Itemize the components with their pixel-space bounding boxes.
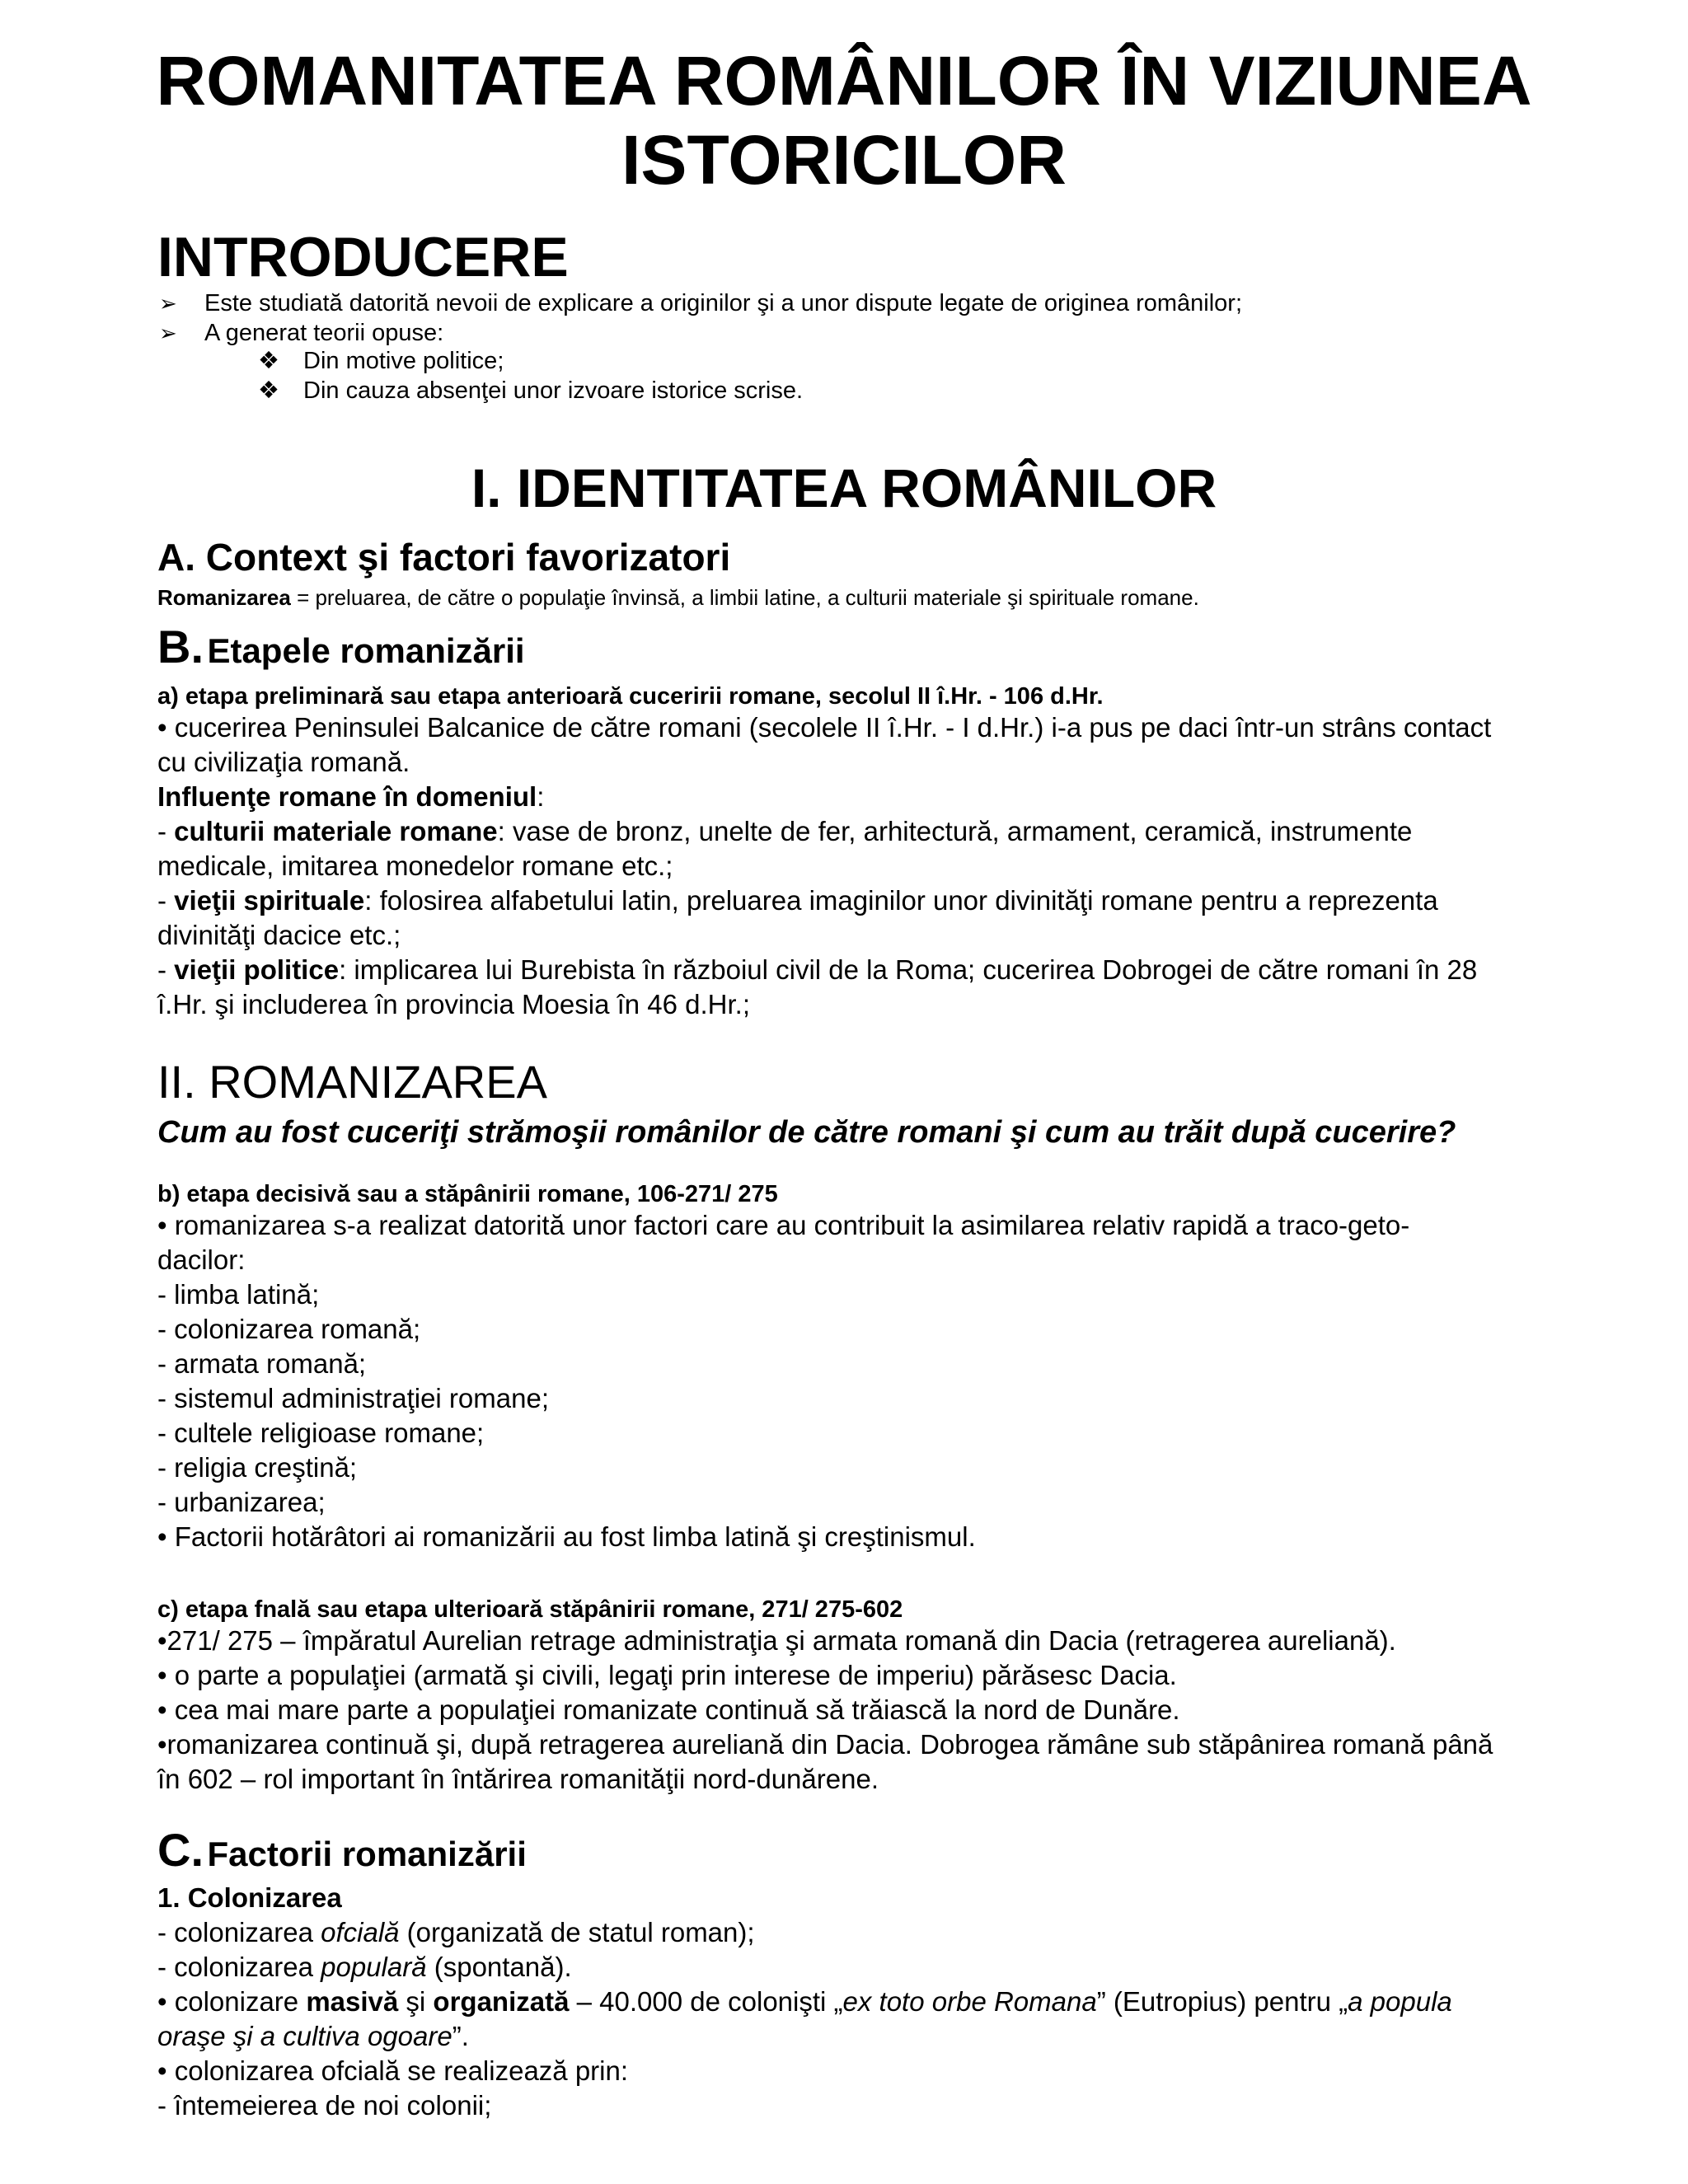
influence-cultural-term: culturii materiale romane [174, 816, 498, 846]
etapa-c-line3: • cea mai mare parte a populaţiei romanizate continuă să trăiască la nord de Dunăre. [157, 1694, 1180, 1725]
purpose-quote-end: oraşe şi a cultiva ogoare [157, 2021, 452, 2051]
colonizarea-line3-cont [157, 2019, 469, 2054]
subsection-c-heading [157, 1823, 527, 1890]
arrow-bullet-icon: ➢ [159, 291, 177, 316]
colonizarea-oficiala-term: ofcială [321, 1917, 400, 1947]
influente-colon: : [537, 781, 545, 812]
intro-bullet-2: A generat teorii opuse: [204, 320, 444, 346]
purpose-quote-start: a popula [1348, 1986, 1452, 2017]
factor-list-item: - urbanizarea; [157, 1487, 326, 1517]
romanizarea-definition [157, 583, 1199, 612]
factor-list-item: - religia creştină; [157, 1452, 358, 1483]
etapa-b-conclusion: • Factorii hotărâtori ai romanizării au fost limba latină şi creştinismul. [157, 1521, 976, 1552]
factor-list-item: - sistemul administraţiei romane; [157, 1383, 549, 1413]
factor-list-item: - armata romană; [157, 1348, 367, 1379]
influente-label: Influenţe romane în domeniul [157, 781, 537, 812]
etapa-b-heading: b) etapa decisivă sau a stăpânirii romane, 106-271/ 275 [157, 1181, 778, 1207]
document-title-line1: ROMANITATEA ROMÂNILOR ÎN VIZIUNEA [156, 42, 1532, 120]
colonizarea-heading: 1. Colonizarea [157, 1882, 342, 1913]
influence-spiritual-line2: divinităţi dacice etc.; [157, 920, 401, 950]
influence-spiritual-term: vieţii spirituale [174, 885, 365, 916]
influence-cultural-line1 [157, 814, 1412, 849]
etapa-b-line2: dacilor: [157, 1244, 246, 1275]
factor-list-item: - cultele religioase romane; [157, 1418, 485, 1448]
section-1-heading: I. IDENTITATEA ROMÂNILOR [471, 457, 1217, 518]
section-2-heading: II. ROMANIZAREA [157, 1056, 547, 1108]
influence-cultural-line2: medicale, imitarea monedelor romane etc.; [157, 851, 673, 881]
subsection-c-letter: C. [157, 1824, 204, 1876]
purpose-quote-close: ”. [452, 2021, 469, 2051]
influence-political-line1 [157, 953, 1477, 987]
influence-spiritual-text: : folosirea alfabetului latin, preluarea imaginilor unor divinităţi romane pentru a reprezenta [364, 885, 1438, 916]
etapa-c-line2: • o parte a populaţiei (armată şi civili, legaţi prin interese de imperiu) părăsesc Dacia. [157, 1660, 1177, 1690]
colonizarea-populara-term: populară [321, 1952, 427, 1982]
colonizarea-line1-text: - colonizarea [157, 1917, 321, 1947]
document-title-line2: ISTORICILOR [621, 121, 1067, 199]
romanizarea-definition-text: = preluarea, de către o populaţie învinsă, a limbii latine, a culturii materiale şi spirituale romane. [290, 585, 1199, 610]
etapa-c-line4: •romanizarea continuă şi, după retragerea aureliană din Dacia. Dobrogea rămâne sub stăpânirea romană până [157, 1729, 1493, 1760]
influence-spiritual-line1 [157, 883, 1438, 918]
intro-sub-bullet-2: Din cauza absenţei unor izvoare istorice scrise. [303, 377, 804, 404]
colonizarea-line3-mid: – 40.000 de colonişti „ [569, 1986, 843, 2017]
influence-cultural-text: : vase de bronz, unelte de fer, arhitectură, armament, ceramică, instrumente [497, 816, 1413, 846]
colonizarea-line1-rest: (organizată de statul roman); [399, 1917, 755, 1947]
subsection-c-title: Factorii romanizării [207, 1835, 527, 1873]
subsection-b-letter: B. [157, 621, 204, 673]
romanizarea-term: Romanizarea [157, 585, 291, 610]
section-2-question: Cum au fost cuceriţi strămoşii românilor de către romani şi cum au trăit după cucerire? [157, 1115, 1456, 1150]
colonizarea-line3-conj: şi [398, 1986, 434, 2017]
subsection-b-heading [157, 620, 525, 687]
intro-sub-bullet-1: Din motive politice; [303, 348, 504, 374]
colonizarea-line3 [157, 1985, 1452, 2019]
arrow-bullet-icon: ➢ [159, 321, 177, 345]
etapa-c-heading: c) etapa fnală sau etapa ulterioară stăpânirii romane, 271/ 275-602 [157, 1596, 903, 1623]
colonizarea-line2-text: - colonizarea [157, 1952, 321, 1982]
subsection-b-title: Etapele romanizării [207, 631, 525, 670]
intro-bullet-1: Este studiată datorită nevoii de explicare a originilor şi a unor dispute legate de originea românilor; [204, 290, 1243, 316]
colonizarea-line2 [157, 1950, 572, 1985]
diamond-bullet-icon: ❖ [258, 348, 279, 374]
etapa-b-line1: • romanizarea s-a realizat datorită unor factori care au contribuit la asimilarea relativ rapidă a traco-geto- [157, 1210, 1410, 1240]
colonizarea-line5: - întemeierea de noi colonii; [157, 2090, 492, 2121]
paragraph-cucerire-line1: • cucerirea Peninsulei Balcanice de către romani (secolele II î.Hr. - I d.Hr.) i-a pus pe daci într-un strâns contact [157, 712, 1492, 743]
colonizarea-organizata-term: organizată [433, 1986, 570, 2017]
colonizarea-line4: • colonizarea ofcială se realizează prin: [157, 2055, 629, 2086]
influence-political-term: vieţii politice [174, 954, 340, 985]
colonizarea-line3-text: • colonizare [157, 1986, 307, 2017]
diamond-bullet-icon: ❖ [258, 377, 279, 404]
colonizarea-masiva-term: masivă [306, 1986, 399, 2017]
colonizarea-line2-rest: (spontană). [426, 1952, 572, 1982]
etapa-a-heading: a) etapa preliminară sau etapa anterioară cuceririi romane, secolul II î.Hr. - 106 d.Hr. [157, 683, 1104, 710]
colonizarea-line3-source: ” (Eutropius) pentru „ [1096, 1986, 1348, 2017]
etapa-c-line1: •271/ 275 – împăratul Aurelian retrage administraţia şi armata romană din Dacia (retragerea aureliană). [157, 1625, 1396, 1656]
paragraph-cucerire-line2: cu civilizaţia romană. [157, 747, 410, 777]
influence-political-line2: î.Hr. şi includerea în provincia Moesia în 46 d.Hr.; [157, 989, 751, 1019]
influente-heading [157, 780, 544, 814]
influence-political-text: : implicarea lui Burebista în războiul civil de la Roma; cucerirea Dobrogei de către romani în 28 [339, 954, 1478, 985]
latin-quote: ex toto orbe Romana [842, 1986, 1097, 2017]
list-dash: - [157, 816, 175, 846]
factor-list-item: - colonizarea romană; [157, 1314, 421, 1344]
factor-list-item: - limba latină; [157, 1279, 320, 1310]
intro-heading: INTRODUCERE [157, 226, 569, 288]
subsection-a-heading: A. Context şi factori favorizatori [157, 536, 731, 579]
colonizarea-line1 [157, 1915, 755, 1950]
etapa-c-line5: în 602 – rol important în întărirea romanităţii nord-dunărene. [157, 1764, 879, 1794]
list-dash: - [157, 885, 175, 916]
list-dash: - [157, 954, 175, 985]
